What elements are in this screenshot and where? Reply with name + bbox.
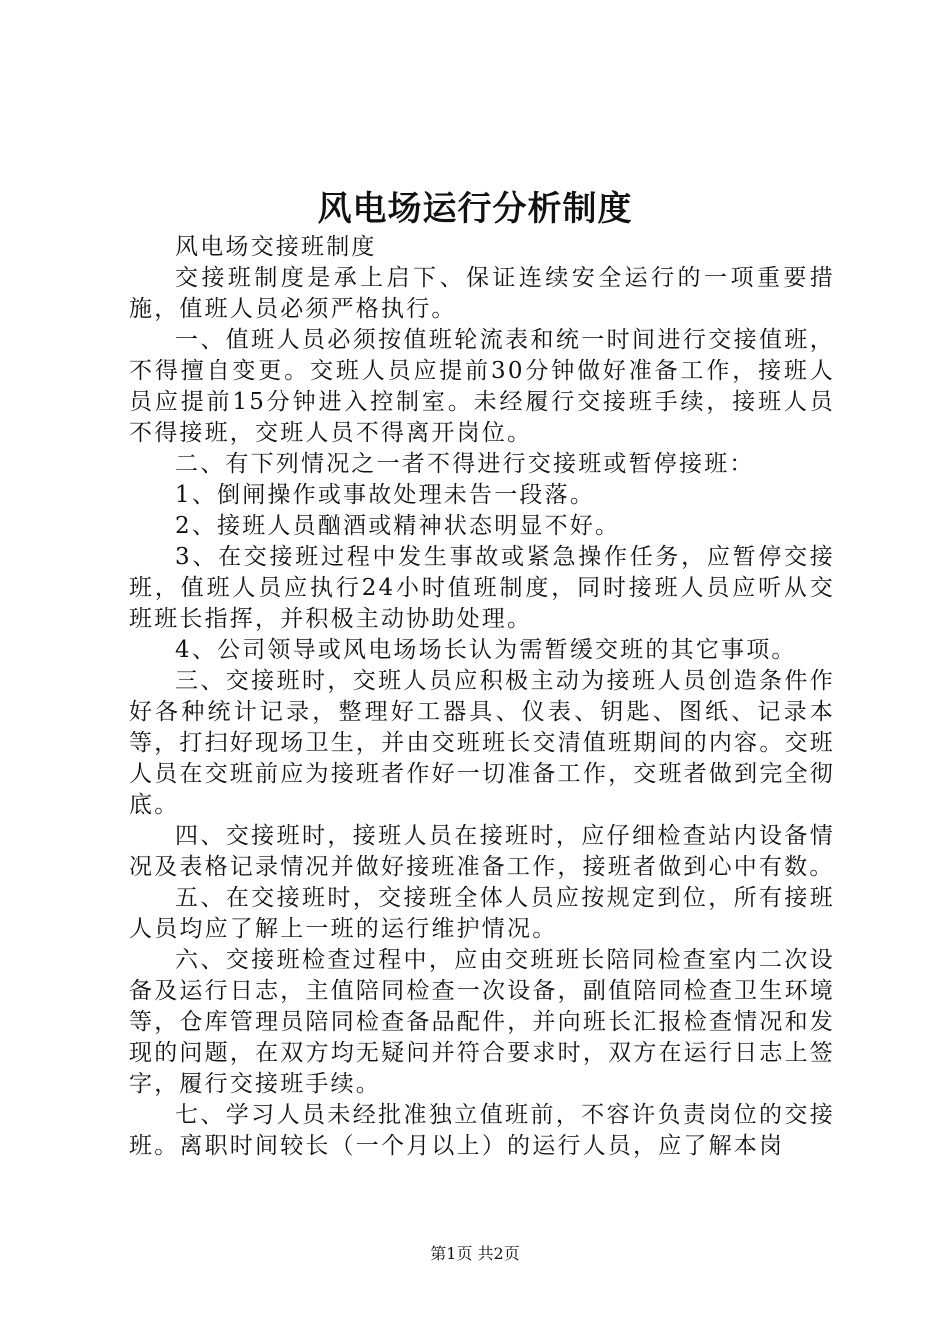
list-item: 2、接班人员酗酒或精神状态明显不好。 bbox=[175, 513, 621, 539]
document-title: 风电场运行分析制度 bbox=[317, 189, 633, 229]
page-footer: 第1页 共2页 bbox=[430, 1244, 520, 1263]
paragraph: 交接班制度是承上启下、保证连续安全运行的一项重要措施，值班人员必须严格执行。 bbox=[129, 265, 835, 322]
list-item: 1、倒闸操作或事故处理未告一段落。 bbox=[175, 482, 596, 508]
section-heading: 风电场交接班制度 bbox=[175, 234, 377, 260]
paragraph: 七、学习人员未经批准独立值班前，不容许负责岗位的交接班。离职时间较长（一个月以上）的运行人员，应了解本岗 bbox=[129, 1102, 835, 1159]
document-body bbox=[129, 232, 835, 1162]
list-item: 3、在交接班过程中发生事故或紧急操作任务，应暂停交接班，值班人员应执行24小时值班制度，同时接班人员应听从交班班长指挥，并积极主动协助处理。 bbox=[129, 544, 835, 632]
paragraph: 四、交接班时，接班人员在接班时，应仔细检查站内设备情况及表格记录情况并做好接班准备工作，接班者做到心中有数。 bbox=[129, 823, 835, 880]
paragraph: 六、交接班检查过程中，应由交班班长陪同检查室内二次设备及运行日志，主值陪同检查一次设备，副值陪同检查卫生环境等，仓库管理员陪同检查备品配件，并向班长汇报检查情况和发现的问题，在双方均无疑问并符合要求时，双方在运行日志上签字，履行交接班手续。 bbox=[129, 947, 835, 1097]
paragraph: 二、有下列情况之一者不得进行交接班或暂停接班： bbox=[175, 451, 755, 477]
paragraph: 五、在交接班时，交接班全体人员应按规定到位，所有接班人员均应了解上一班的运行维护情况。 bbox=[129, 885, 835, 942]
list-item: 4、公司领导或风电场场长认为需暂缓交班的其它事项。 bbox=[175, 637, 797, 663]
paragraph: 一、值班人员必须按值班轮流表和统一时间进行交接值班，不得擅自变更。交班人员应提前30分钟做好准备工作，接班人员应提前15分钟进入控制室。未经履行交接班手续，接班人员不得接班，交班人员不得离开岗位。 bbox=[129, 327, 835, 446]
paragraph: 三、交接班时，交班人员应积极主动为接班人员创造条件作好各种统计记录，整理好工器具、仪表、钥匙、图纸、记录本等，打扫好现场卫生，并由交班班长交清值班期间的内容。交班人员在交班前应为接班者作好一切准备工作，交班者做到完全彻底。 bbox=[129, 668, 835, 818]
